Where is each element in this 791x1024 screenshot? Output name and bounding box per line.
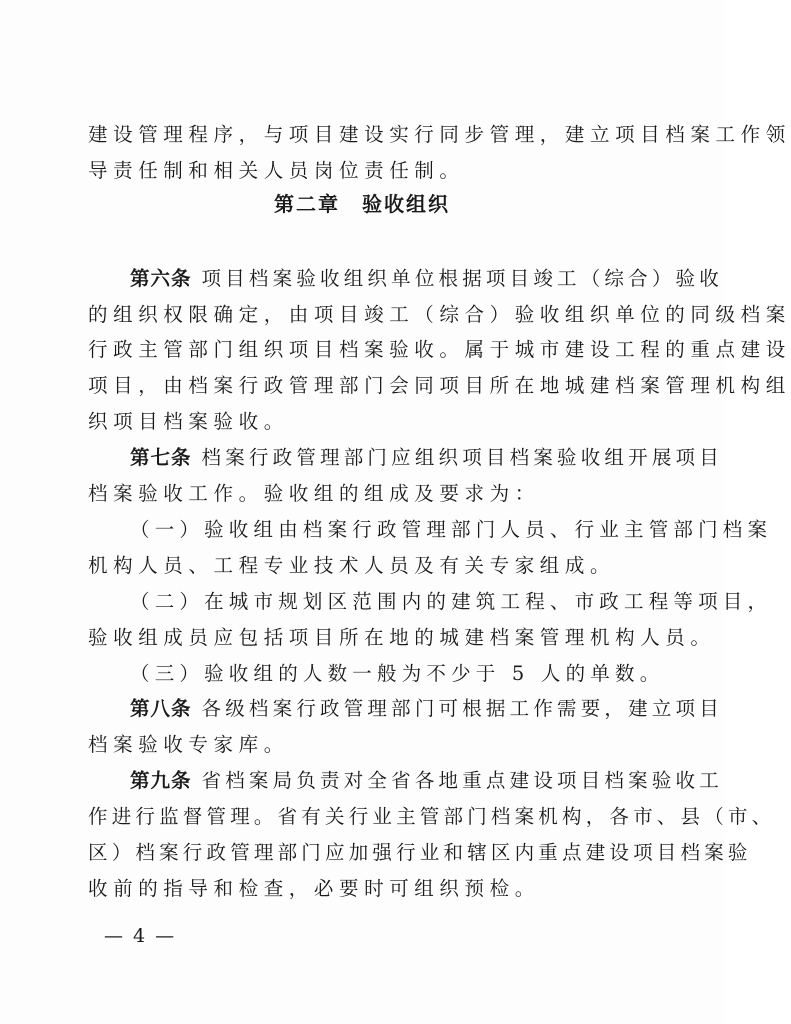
chapter-title: 验收组织 <box>362 192 450 216</box>
article-6-line: 的组织权限确定，由项目竣工（综合）验收组织单位的同级档案 <box>88 303 791 326</box>
chapter-number: 第二章 <box>274 192 340 216</box>
article-9-line: 作进行监督管理。省有关行业主管部门档案机构，各市、县（市、 <box>88 805 776 828</box>
article-6-line: 织项目档案验收。 <box>88 410 289 433</box>
paragraph-line: 建设管理程序，与项目建设实行同步管理，建立项目档案工作领 <box>88 123 791 146</box>
article-7-item-2: （二）在城市规划区范围内的建筑工程、市政工程等项目， <box>130 590 773 613</box>
article-6-line: 行政主管部门组织项目档案验收。属于城市建设工程的重点建设 <box>88 338 791 361</box>
article-8-line: 第八条 各级档案行政管理部门可根据工作需要，建立项目 <box>130 697 723 720</box>
article-7-label: 第七条 <box>130 446 192 469</box>
article-9-line: 区）档案行政管理部门应加强行业和辖区内重点建设项目档案验 <box>88 841 752 864</box>
article-9-line: 收前的指导和检查，必要时可组织预检。 <box>88 877 540 900</box>
article-7-item-2: 验收组成员应包括项目所在地的城建档案管理机构人员。 <box>88 626 716 649</box>
article-7-item-3: （三）验收组的人数一般为不少于 5 人的单数。 <box>130 662 665 685</box>
article-7-item-1: （一）验收组由档案行政管理部门人员、行业主管部门档案 <box>130 518 773 541</box>
article-6-line: 第六条 项目档案验收组织单位根据项目竣工（综合）验收 <box>130 267 723 290</box>
paragraph-line: 导责任制和相关人员岗位责任制。 <box>88 159 465 182</box>
page-number: — 4 — <box>104 925 177 947</box>
article-8-line: 档案验收专家库。 <box>88 733 289 756</box>
article-7-line: 档案验收工作。验收组的组成及要求为： <box>88 482 540 505</box>
article-6-label: 第六条 <box>130 267 192 290</box>
chapter-heading <box>0 186 724 222</box>
article-7-line: 第七条 档案行政管理部门应组织项目档案验收组开展项目 <box>130 446 723 469</box>
article-9-line: 第九条 省档案局负责对全省各地重点建设项目档案验收工 <box>130 769 723 792</box>
article-8-label: 第八条 <box>130 697 192 720</box>
article-9-label: 第九条 <box>130 769 192 792</box>
article-7-item-1: 机构人员、工程专业技术人员及有关专家组成。 <box>88 554 616 577</box>
article-6-line: 项目，由档案行政管理部门会同项目所在地城建档案管理机构组 <box>88 374 791 397</box>
